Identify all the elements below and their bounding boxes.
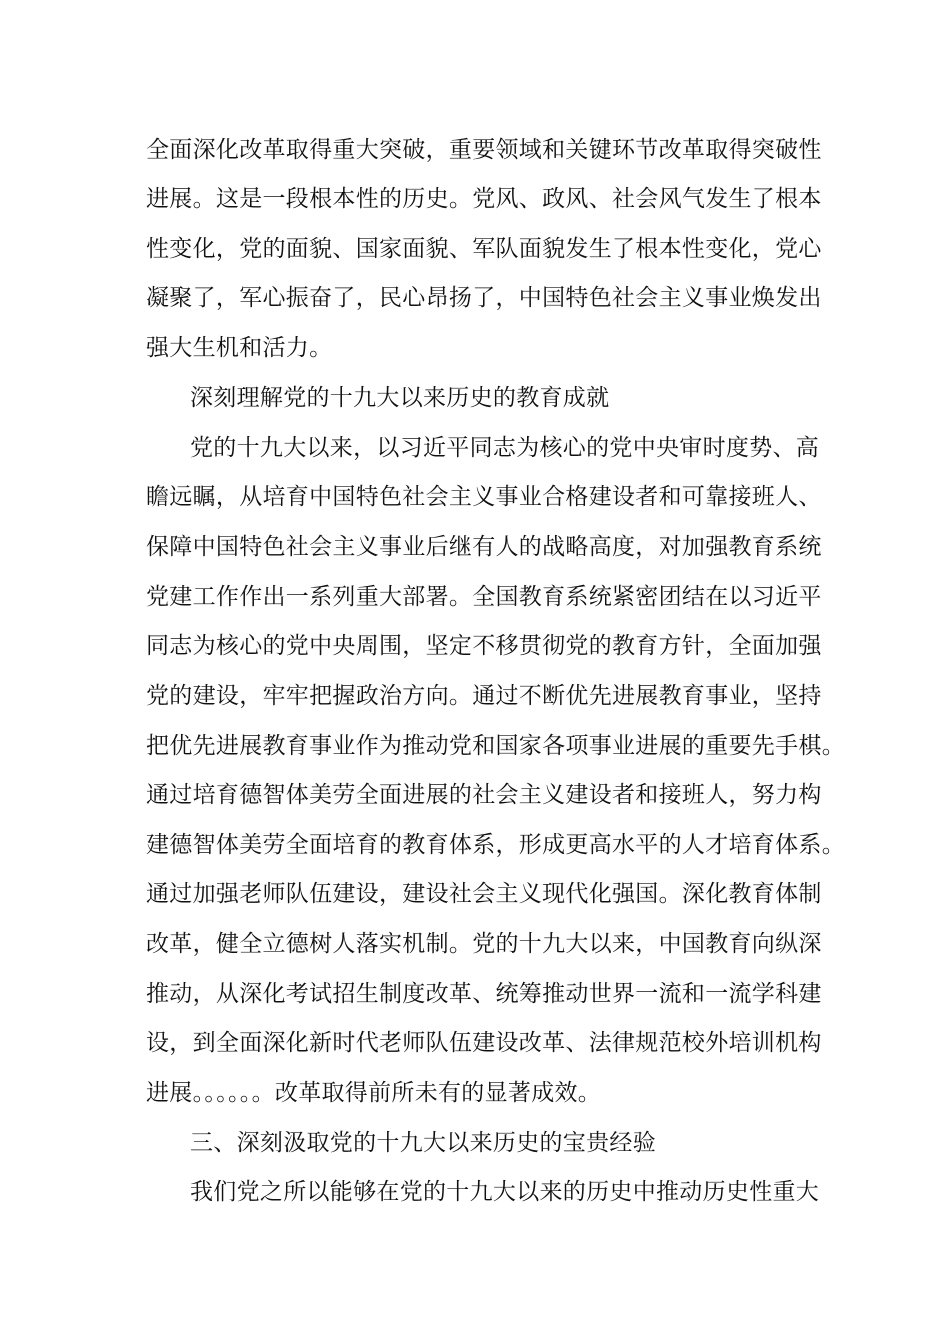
section-heading: 三、深刻汲取党的十九大以来历史的宝贵经验 xyxy=(190,1130,656,1156)
section-heading: 深刻理解党的十九大以来历史的教育成就 xyxy=(190,385,610,411)
paragraph-line: 党建工作作出一系列重大部署。全国教育系统紧密团结在以习近平 xyxy=(146,584,822,610)
paragraph-line: 改革，健全立德树人落实机制。党的十九大以来，中国教育向纵深 xyxy=(146,931,822,957)
paragraph-line: 同志为核心的党中央周围，坚定不移贯彻党的教育方针，全面加强 xyxy=(146,633,822,659)
paragraph-line: 通过培育德智体美劳全面进展的社会主义建设者和接班人，努力构 xyxy=(146,782,822,808)
paragraph-line: 党的十九大以来，以习近平同志为核心的党中央审时度势、高 xyxy=(190,435,820,461)
paragraph-line: 通过加强老师队伍建设，建设社会主义现代化强国。深化教育体制 xyxy=(146,881,822,907)
paragraph-line: 把优先进展教育事业作为推动党和国家各项事业进展的重要先手棋。 xyxy=(146,733,845,759)
paragraph-line: 建德智体美劳全面培育的教育体系，形成更高水平的人才培育体系。 xyxy=(146,832,845,858)
paragraph-line: 党的建设，牢牢把握政治方向。通过不断优先进展教育事业，坚持 xyxy=(146,683,822,709)
paragraph-line: 全面深化改革取得重大突破，重要领域和关键环节改革取得突破性 xyxy=(146,137,822,163)
paragraph-line: 推动，从深化考试招生制度改革、统筹推动世界一流和一流学科建 xyxy=(146,981,822,1007)
paragraph-line: 设，到全面深化新时代老师队伍建设改革、法律规范校外培训机构 xyxy=(146,1030,822,1056)
paragraph-line: 我们党之所以能够在党的十九大以来的历史中推动历史性重大 xyxy=(190,1179,820,1205)
paragraph-line: 进展。这是一段根本性的历史。党风、政风、社会风气发生了根本 xyxy=(146,186,822,212)
paragraph-line: 保障中国特色社会主义事业后继有人的战略高度，对加强教育系统 xyxy=(146,534,822,560)
paragraph-line: 瞻远瞩，从培育中国特色社会主义事业合格建设者和可靠接班人、 xyxy=(146,484,822,510)
paragraph-line: 进展。。。。。。改革取得前所未有的显著成效。 xyxy=(146,1080,602,1106)
paragraph-line: 强大生机和活力。 xyxy=(146,335,333,361)
paragraph-line: 凝聚了，军心振奋了，民心昂扬了，中国特色社会主义事业焕发出 xyxy=(146,285,822,311)
paragraph-line: 性变化，党的面貌、国家面貌、军队面貌发生了根本性变化，党心 xyxy=(146,236,822,262)
